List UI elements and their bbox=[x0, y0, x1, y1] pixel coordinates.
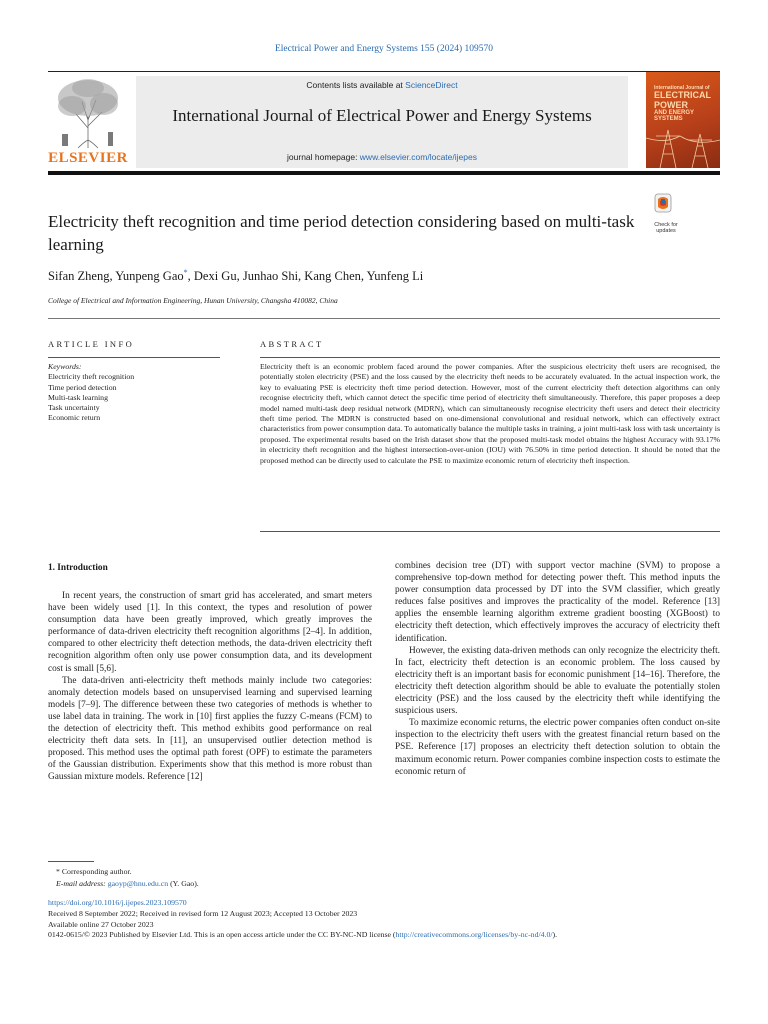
header-top-rule bbox=[48, 71, 720, 72]
email-link[interactable]: gaoyp@hnu.edu.cn bbox=[107, 879, 169, 888]
cover-line-2a: ELECTRICAL bbox=[654, 90, 711, 101]
keyword-item: Economic return bbox=[48, 413, 101, 423]
email-line bbox=[48, 878, 199, 890]
introduction-heading: 1. Introduction bbox=[48, 563, 108, 573]
check-updates-label: Check for updates bbox=[654, 222, 678, 234]
keyword-item: Time period detection bbox=[48, 382, 117, 392]
elsevier-tree-icon bbox=[48, 76, 128, 150]
authors-rest[interactable]: , Dexi Gu, Junhao Shi, Kang Chen, Yunfeng Li bbox=[187, 269, 424, 284]
cover-line-3: AND ENERGY bbox=[654, 110, 695, 117]
license-suffix: ). bbox=[552, 930, 558, 940]
received-dates: Received 8 September 2022; Received in revised form 12 August 2023; Accepted 13 October 2023 bbox=[48, 908, 358, 918]
cover-line-4: SYSTEMS bbox=[654, 116, 683, 123]
check-for-updates-button[interactable] bbox=[648, 193, 684, 233]
contents-availability bbox=[136, 80, 628, 90]
corresponding-author-note: * Corresponding author. bbox=[56, 867, 132, 876]
author-affiliation: College of Electrical and Information Engineering, Hunan University, Changsha 410082, China bbox=[48, 296, 338, 305]
body-paragraph: To maximize economic returns, the electric power companies often conduct on-site inspection to the electricity theft users with the greatest financial return based on the PSE. Reference [17] proposes an electricity theft detection solution to obtain the maximum economic return. Power companies combine inspection costs to estimate the economic return of bbox=[395, 718, 720, 777]
license-prefix: 0142-0615/© 2023 Published by Elsevier Ltd. This is an open access article under the CC BY-NC-ND license ( bbox=[48, 930, 396, 940]
footnote-rule bbox=[48, 861, 94, 862]
abstract-bottom-rule bbox=[260, 531, 720, 532]
keywords-block bbox=[48, 362, 220, 424]
body-paragraph: In recent years, the construction of smart grid has accelerated, and smart meters have been widely used [1]. In this context, the types and resolution of power consumption data have been greatly improved, which greatly improves the performance of data-driven electricity theft recognition algorithms [2–4]. In addition, compared to other electricity theft detection methods, the data-driven electricity theft recognition algorithm often only use power consumption data, and its development cost is small [5,6]. bbox=[48, 591, 372, 674]
email-label: E-mail address: bbox=[56, 879, 108, 888]
homepage-prefix: journal homepage: bbox=[287, 152, 360, 162]
power-tower-icon bbox=[646, 124, 720, 168]
doi-link[interactable]: https://doi.org/10.1016/j.ijepes.2023.109570 bbox=[48, 898, 187, 907]
homepage-link[interactable]: www.elsevier.com/locate/ijepes bbox=[359, 152, 477, 162]
header-bottom-rule bbox=[48, 171, 720, 175]
affiliation-rule bbox=[48, 318, 720, 319]
author-list bbox=[48, 268, 423, 284]
available-online: Available online 27 October 2023 bbox=[48, 919, 154, 929]
authors-first[interactable]: Sifan Zheng, Yunpeng Gao bbox=[48, 269, 184, 284]
journal-title: International Journal of Electrical Power and Energy Systems bbox=[172, 106, 592, 125]
keyword-item: Electricity theft recognition bbox=[48, 372, 135, 382]
journal-homepage bbox=[136, 152, 628, 162]
article-info-rule bbox=[48, 357, 220, 358]
license-line bbox=[48, 930, 728, 941]
cover-line-1: International Journal of bbox=[654, 85, 710, 91]
keyword-item: Task uncertainty bbox=[48, 403, 100, 413]
body-paragraph: The data-driven anti-electricity theft methods mainly include two categories: anomaly detection models based on unsupervised learning and supervised learning models [7–9]. The difference between these two categories of methods is whether to use label data in training. The work in [10] first applies the fuzzy C-means (FCM) to the detection of electricity theft. This method exhibits good performance on real electricity theft data sets. In [11], an unsupervised outlier detection method is proposed. This method uses the optimal path forest (OPF) to estimate the parameters of the Gaussian distribution. Experiments show that this method is more robust than Gaussian mixture models. Reference [12] bbox=[48, 675, 372, 783]
contents-prefix: Contents lists available at bbox=[306, 80, 406, 90]
sciencedirect-link[interactable]: ScienceDirect bbox=[405, 80, 458, 90]
footnotes bbox=[48, 866, 199, 890]
keywords-label: Keywords: bbox=[48, 362, 82, 371]
abstract-text: Electricity theft is an economic problem faced around the power companies. After the suspicious electricity theft users are recognised, the potentially stolen electricity (PSE) and the loss caused by the electricity theft needs to be accurately evaluated. In the actual inspection work, the key to evaluating PSE is electricity theft time period detection. However, most of the current electricity theft detection algorithms can only recognise electricity theft, which cannot detect the specific time period of electricity theft simultaneously. Therefore, this paper proposes a deep model named multi-task deep residual network (MDRN), which can simultaneously recognise electricity theft users and detect their electricity theft time period. The MDRN is constructed based on one-dimensional convolutional and residual network, which can effectively extract characteristics from power consumption data. To automatically balance the multiple tasks in training, a joint multi-task loss with task uncertainty is proposed. The experimental results based on the Irish dataset show that the proposed multi-task model obtains the highest Accuracy with 93.17% in electricity theft recognition and the highest intersection-over-union (IOU) with 76.50% in time period detection. It should be noted that the proposed method can be directly used to calculate the PSE to maximize economic return of electricity theft inspection. bbox=[260, 362, 720, 465]
abstract-heading: ABSTRACT bbox=[260, 339, 324, 349]
elsevier-logo bbox=[48, 76, 128, 168]
email-suffix: (Y. Gao). bbox=[168, 879, 199, 888]
check-updates-icon bbox=[648, 193, 678, 217]
corresponding-author-mark[interactable]: * bbox=[183, 268, 188, 277]
license-link[interactable]: http://creativecommons.org/licenses/by-nc-nd/4.0/ bbox=[395, 930, 553, 940]
body-paragraph: combines decision tree (DT) with support vector machine (SVM) to propose a comprehensive top-down method for detecting power theft. This method inputs the power consumption data processed by DT into the SVM classifier, which greatly reduces false positives and improves the practicality of the model. Reference [13] applies the ensemble learning algorithm extreme gradient boosting (XGBoost) to electricity theft detection, which effectively improves the accuracy of electricity theft identification. bbox=[395, 561, 720, 644]
abstract-rule bbox=[260, 357, 720, 358]
publication-info bbox=[48, 898, 728, 941]
keyword-item: Multi-task learning bbox=[48, 392, 108, 402]
journal-citation[interactable]: Electrical Power and Energy Systems 155 (2024) 109570 bbox=[274, 44, 494, 54]
article-info-heading: ARTICLE INFO bbox=[48, 339, 135, 349]
journal-cover-image[interactable] bbox=[646, 72, 720, 168]
cover-title bbox=[654, 86, 711, 123]
cover-line-2b: POWER bbox=[654, 99, 689, 110]
body-right-column bbox=[395, 560, 720, 778]
article-title: Electricity theft recognition and time period detection considering based on multi-task learning bbox=[48, 212, 635, 254]
publisher-logo-text: ELSEVIER bbox=[48, 150, 128, 166]
body-left-column bbox=[48, 590, 372, 784]
body-paragraph: However, the existing data-driven methods can only recognize the electricity theft. In fact, electricity theft detection is an economic problem. The loss caused by electricity theft is an important basis for economic punishment [14–16]. Therefore, the electricity theft detection algorithm should be able to evaluate the potentially stolen electricity (PSE) and the loss caused by the electricity theft while identifying the suspicious users. bbox=[395, 645, 720, 717]
